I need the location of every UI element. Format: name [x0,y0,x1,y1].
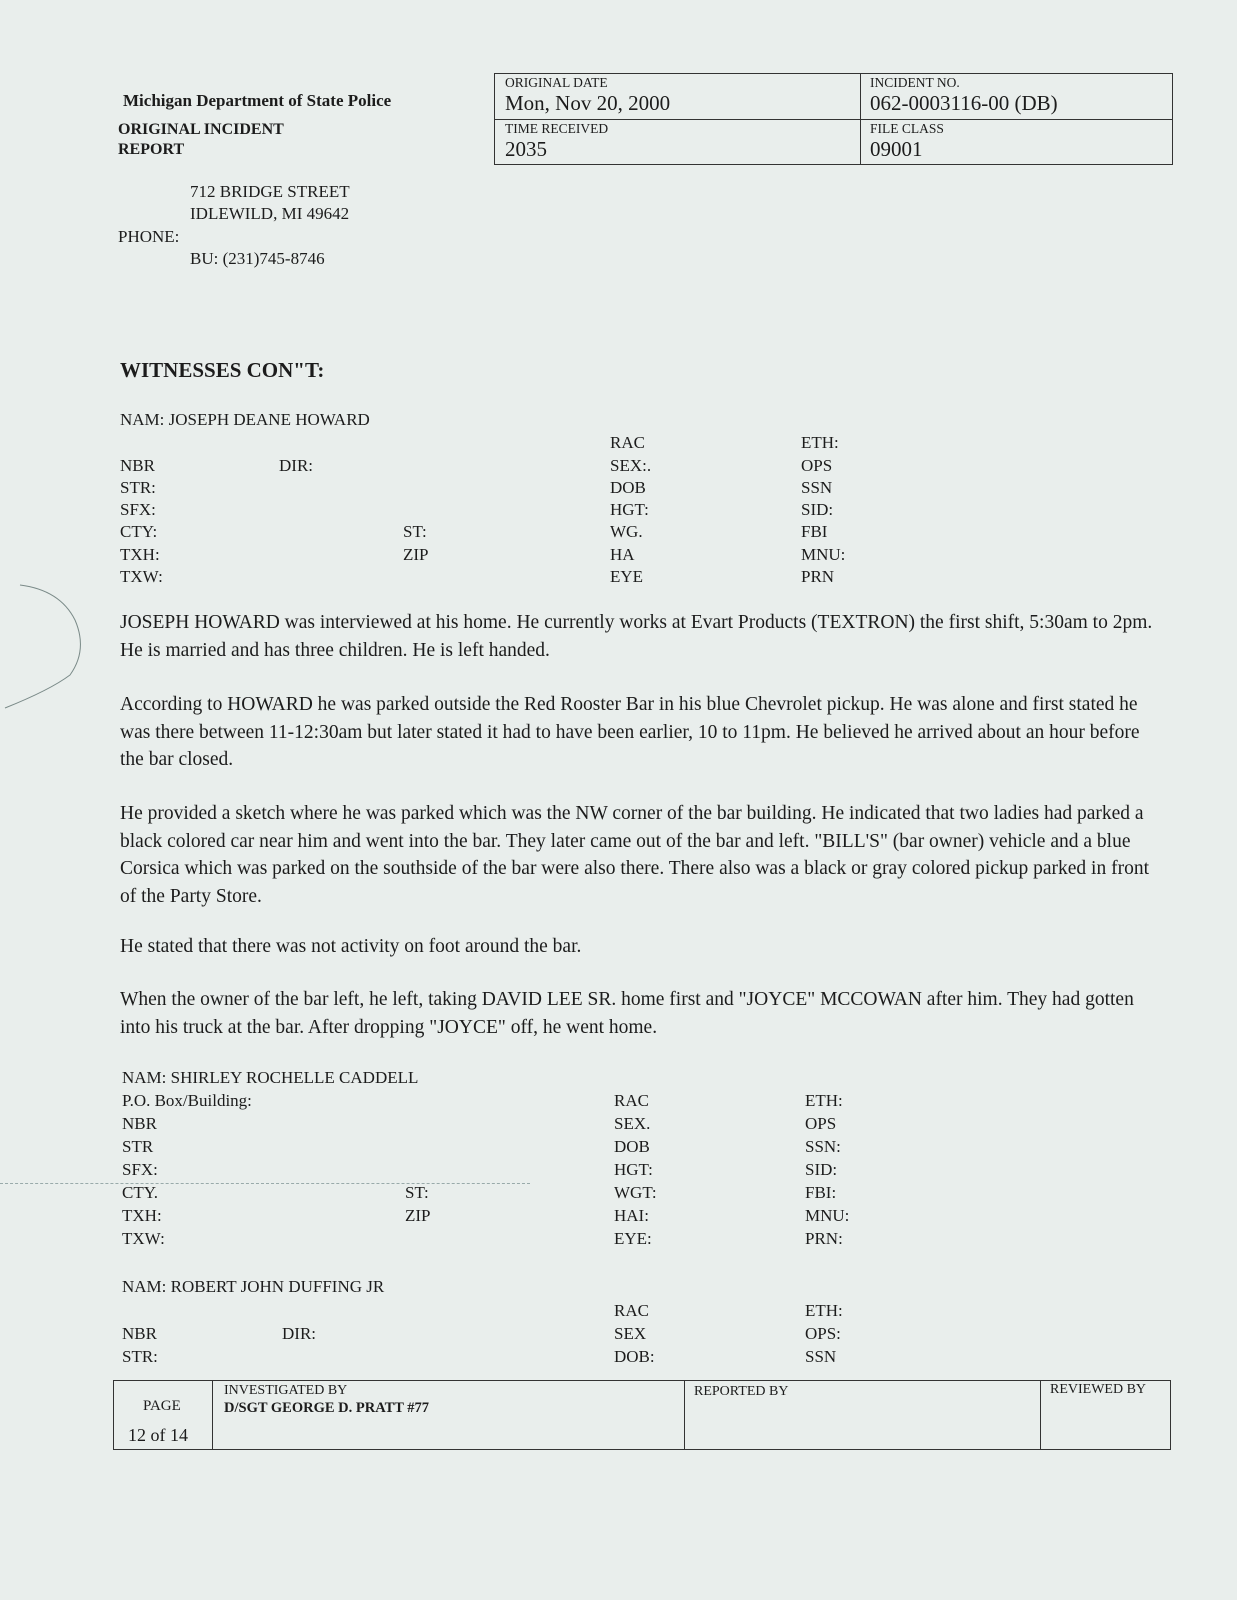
witness1-eye: EYE [610,567,644,586]
time-received-cell [505,121,608,162]
witness3-str: STR: [122,1347,158,1366]
narrative-paragraph-3: He provided a sketch where he was parked which was the NW corner of the bar building. He indicated that two ladies had parked a black colored car near him and went into the bar. They later came out of the bar and left. "BILL'S" (bar owner) vehicle and a blue Corsica which was parked on the southside of the bar were also there. There also was a black or gray colored pickup parked in front of the Party Store. [120,803,1149,907]
scan-line-artifact [0,1183,530,1184]
address-line2: IDLEWILD, MI 49642 [190,204,350,223]
witness2-hgt: HGT: [614,1160,653,1179]
incident-no-label: INCIDENT NO. [870,75,960,90]
witness1-sex: SEX:. [610,456,652,475]
witness2-sid: SID: [805,1160,838,1179]
witness1-rac: RAC [610,433,645,452]
incident-no-value: 062-0003116-00 (DB) [870,91,1058,115]
witness2-txw: TXW: [122,1229,165,1248]
witness1-str: STR: [120,478,156,497]
witness1-st: ST: [403,522,427,541]
header-info-table [494,73,1173,165]
witness1-eth: ETH: [801,433,839,452]
witness2-mnu: MNU: [805,1206,850,1225]
witness3-name: NAM: ROBERT JOHN DUFFING JR [122,1277,385,1296]
narrative-paragraph-1: JOSEPH HOWARD was interviewed at his home. He currently works at Evart Products (TEXTRON) the first shift, 5:30am to 2pm. He is married and has three children. He is left handed. [120,612,1153,661]
witness3-nbr: NBR [122,1324,157,1343]
original-date-value: Mon, Nov 20, 2000 [505,91,671,115]
witness2-dob: DOB [614,1137,650,1156]
footer-table [113,1380,1171,1450]
witness2-ops: OPS [805,1114,837,1133]
page-label: PAGE [143,1398,181,1414]
witness1-txh: TXH: [120,545,160,564]
witness2-eye: EYE: [614,1229,652,1248]
witness2-ssn: SSN: [805,1137,841,1156]
witness2-wgt: WGT: [614,1183,657,1202]
witness1-txw: TXW: [120,567,163,586]
witness1-ssn: SSN [801,478,833,497]
witness3-eth: ETH: [805,1301,843,1320]
witness2-hai: HAI: [614,1206,649,1225]
narrative-paragraph-2: According to HOWARD he was parked outside the Red Rooster Bar in his blue Chevrolet pickup. He was alone and first stated he was there between 11-12:30am but later stated it had to have been earlier, 10 to 11pm. He believed he arrived about an hour before the bar closed. [120,694,1140,770]
file-class-label: FILE CLASS [870,121,944,136]
incident-no-cell [870,75,1058,116]
phone-value: BU: (231)745-8746 [190,249,325,268]
investigated-by-label: INVESTIGATED BY [224,1383,348,1398]
witness2-zip: ZIP [405,1206,431,1225]
witness3-dob: DOB: [614,1347,655,1366]
witness3-sex: SEX [614,1324,647,1343]
witness2-fbi: FBI: [805,1183,837,1202]
witness2-eth: ETH: [805,1091,843,1110]
reviewed-by-label: REVIEWED BY [1050,1382,1147,1397]
investigated-by-value: D/SGT GEORGE D. PRATT #77 [224,1400,430,1416]
witness1-name: NAM: JOSEPH DEANE HOWARD [120,410,370,429]
witness2-str: STR [122,1137,154,1156]
page-value: 12 of 14 [128,1425,188,1445]
time-received-label: TIME RECEIVED [505,121,609,136]
witness2-pobox: P.O. Box/Building: [122,1091,252,1110]
witness1-nbr: NBR [120,456,155,475]
witness1-sid: SID: [801,500,834,519]
witness2-nbr: NBR [122,1114,157,1133]
reported-by-label: REPORTED BY [694,1384,789,1399]
witness1-dir: DIR: [279,456,313,475]
witness2-sfx: SFX: [122,1160,158,1179]
file-class-value: 09001 [870,137,923,161]
report-type-line1: ORIGINAL INCIDENT [118,121,284,138]
witness1-cty: CTY: [120,522,158,541]
witness3-ops: OPS: [805,1324,841,1343]
witness2-sex: SEX. [614,1114,651,1133]
witness1-fbi: FBI [801,522,828,541]
file-class-cell [870,121,944,162]
address-line1: 712 BRIDGE STREET [190,182,350,201]
witness1-dob: DOB [610,478,646,497]
witness3-ssn: SSN [805,1347,837,1366]
witness2-txh: TXH: [122,1206,162,1225]
witness2-prn: PRN: [805,1229,843,1248]
witness1-ops: OPS [801,456,833,475]
original-date-label: ORIGINAL DATE [505,75,608,90]
original-date-cell [505,75,670,116]
witness3-rac: RAC [614,1301,649,1320]
witness1-mnu: MNU: [801,545,846,564]
witness2-name: NAM: SHIRLEY ROCHELLE CADDELL [122,1068,419,1087]
witness1-zip: ZIP [403,545,429,564]
witness1-sfx: SFX: [120,500,156,519]
narrative-paragraph-5: When the owner of the bar left, he left, taking DAVID LEE SR. home first and "JOYCE" MCCOWAN after him. They had gotten into his truck at the bar. After dropping "JOYCE" off, he went home. [120,989,1134,1038]
agency-name: Michigan Department of State Police [123,91,392,110]
scan-curve-artifact [0,580,90,720]
phone-label: PHONE: [118,227,180,246]
report-type-line2: REPORT [118,141,185,158]
witness1-wgt: WG. [610,522,643,541]
witness1-ha: HA [610,545,635,564]
witness2-rac: RAC [614,1091,649,1110]
witness1-hgt: HGT: [610,500,649,519]
witness2-st: ST: [405,1183,429,1202]
time-received-value: 2035 [505,137,547,161]
witness2-cty: CTY. [122,1183,159,1202]
witness3-dir: DIR: [282,1324,316,1343]
section-title: WITNESSES CON"T: [120,358,325,382]
witness1-prn: PRN [801,567,835,586]
narrative-paragraph-4: He stated that there was not activity on foot around the bar. [120,936,582,957]
